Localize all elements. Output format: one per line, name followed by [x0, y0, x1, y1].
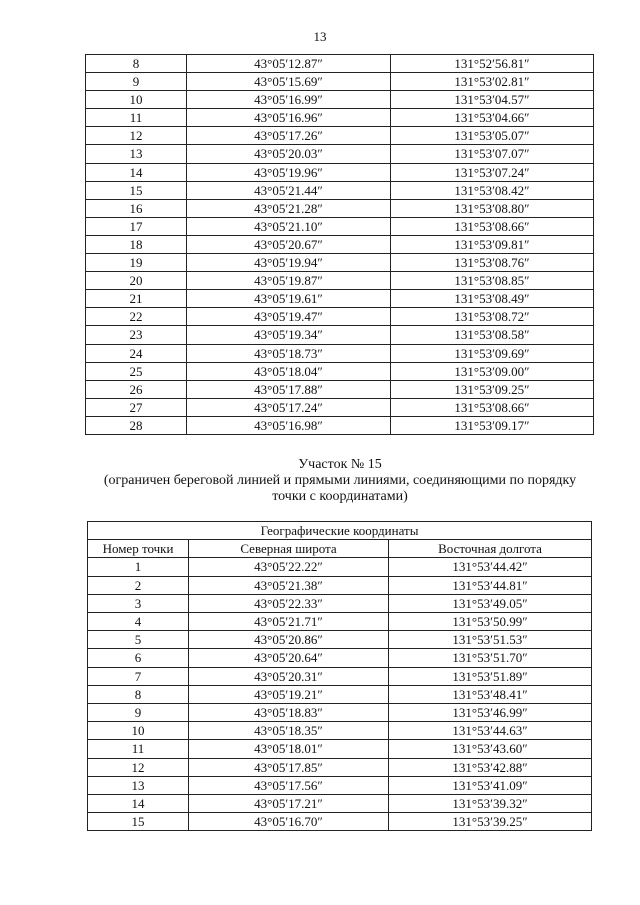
latitude-cell: 43°05′16.98″ — [187, 416, 391, 434]
table-row — [86, 326, 594, 344]
table-row — [86, 290, 594, 308]
point-number-cell: 4 — [88, 613, 189, 631]
longitude-cell: 131°53′08.76″ — [391, 254, 594, 272]
table-row — [86, 73, 594, 91]
longitude-cell: 131°53′51.89″ — [389, 667, 592, 685]
latitude-cell: 43°05′17.56″ — [189, 776, 389, 794]
longitude-cell: 131°53′50.99″ — [389, 613, 592, 631]
longitude-cell: 131°53′04.57″ — [391, 91, 594, 109]
table-row — [86, 163, 594, 181]
point-number-cell: 13 — [86, 145, 187, 163]
longitude-cell: 131°53′51.70″ — [389, 649, 592, 667]
longitude-cell: 131°53′07.24″ — [391, 163, 594, 181]
plot-15-table-body — [88, 558, 592, 831]
longitude-cell: 131°52′56.81″ — [391, 55, 594, 73]
longitude-cell: 131°53′09.00″ — [391, 362, 594, 380]
point-number-cell: 11 — [86, 109, 187, 127]
latitude-cell: 43°05′20.31″ — [189, 667, 389, 685]
latitude-cell: 43°05′15.69″ — [187, 73, 391, 91]
latitude-cell: 43°05′19.94″ — [187, 254, 391, 272]
latitude-cell: 43°05′16.99″ — [187, 91, 391, 109]
longitude-cell: 131°53′39.25″ — [389, 813, 592, 831]
latitude-cell: 43°05′17.88″ — [187, 380, 391, 398]
table-row — [86, 398, 594, 416]
point-number-cell: 12 — [88, 758, 189, 776]
latitude-cell: 43°05′21.28″ — [187, 199, 391, 217]
table-row — [88, 576, 592, 594]
table-row — [88, 649, 592, 667]
group-header: Географические координаты — [88, 522, 592, 540]
longitude-cell: 131°53′08.58″ — [391, 326, 594, 344]
latitude-cell: 43°05′17.26″ — [187, 127, 391, 145]
table-row — [88, 558, 592, 576]
longitude-cell: 131°53′05.07″ — [391, 127, 594, 145]
longitude-cell: 131°53′39.32″ — [389, 795, 592, 813]
table-row — [86, 416, 594, 434]
table-row — [88, 813, 592, 831]
point-number-cell: 2 — [88, 576, 189, 594]
longitude-cell: 131°53′08.42″ — [391, 181, 594, 199]
table-row — [88, 704, 592, 722]
table-row — [86, 199, 594, 217]
point-number-cell: 8 — [86, 55, 187, 73]
latitude-cell: 43°05′17.24″ — [187, 398, 391, 416]
table-row — [86, 181, 594, 199]
latitude-cell: 43°05′20.67″ — [187, 235, 391, 253]
point-number-cell: 10 — [88, 722, 189, 740]
latitude-cell: 43°05′20.03″ — [187, 145, 391, 163]
point-number-cell: 23 — [86, 326, 187, 344]
longitude-cell: 131°53′44.81″ — [389, 576, 592, 594]
page-number: 13 — [313, 29, 327, 44]
table-row — [86, 254, 594, 272]
coordinates-table-body — [86, 55, 594, 435]
longitude-cell: 131°53′51.53″ — [389, 631, 592, 649]
table-row — [88, 795, 592, 813]
table-row — [86, 217, 594, 235]
column-header-row — [88, 540, 592, 558]
plot-15-coordinates-table — [87, 521, 592, 831]
latitude-cell: 43°05′19.47″ — [187, 308, 391, 326]
table-row — [88, 667, 592, 685]
group-header-row — [88, 522, 592, 540]
point-number-cell: 12 — [86, 127, 187, 145]
point-number-cell: 16 — [86, 199, 187, 217]
longitude-cell: 131°53′41.09″ — [389, 776, 592, 794]
longitude-cell: 131°53′08.85″ — [391, 272, 594, 290]
longitude-cell: 131°53′46.99″ — [389, 704, 592, 722]
point-number-cell: 18 — [86, 235, 187, 253]
point-number-cell: 7 — [88, 667, 189, 685]
point-number-cell: 24 — [86, 344, 187, 362]
latitude-cell: 43°05′19.96″ — [187, 163, 391, 181]
table-row — [86, 344, 594, 362]
point-number-cell: 25 — [86, 362, 187, 380]
column-header-north-latitude: Северная широта — [189, 540, 389, 558]
longitude-cell: 131°53′07.07″ — [391, 145, 594, 163]
latitude-cell: 43°05′18.01″ — [189, 740, 389, 758]
point-number-cell: 3 — [88, 594, 189, 612]
point-number-cell: 21 — [86, 290, 187, 308]
longitude-cell: 131°53′08.66″ — [391, 398, 594, 416]
latitude-cell: 43°05′22.22″ — [189, 558, 389, 576]
latitude-cell: 43°05′18.73″ — [187, 344, 391, 362]
table-row — [86, 91, 594, 109]
latitude-cell: 43°05′12.87″ — [187, 55, 391, 73]
point-number-cell: 28 — [86, 416, 187, 434]
longitude-cell: 131°53′04.66″ — [391, 109, 594, 127]
point-number-cell: 10 — [86, 91, 187, 109]
point-number-cell: 9 — [88, 704, 189, 722]
latitude-cell: 43°05′17.21″ — [189, 795, 389, 813]
point-number-cell: 11 — [88, 740, 189, 758]
plot-description-line-1: (ограничен береговой линией и прямыми линиями, соединяющими по порядку — [103, 473, 577, 488]
table-row — [86, 308, 594, 326]
table-row — [86, 127, 594, 145]
longitude-cell: 131°53′09.25″ — [391, 380, 594, 398]
point-number-cell: 14 — [86, 163, 187, 181]
table-row — [88, 758, 592, 776]
table-row — [88, 740, 592, 758]
table-row — [86, 272, 594, 290]
latitude-cell: 43°05′22.33″ — [189, 594, 389, 612]
table-row — [86, 235, 594, 253]
point-number-cell: 15 — [86, 181, 187, 199]
latitude-cell: 43°05′19.87″ — [187, 272, 391, 290]
point-number-cell: 13 — [88, 776, 189, 794]
point-number-cell: 27 — [86, 398, 187, 416]
latitude-cell: 43°05′21.10″ — [187, 217, 391, 235]
point-number-cell: 22 — [86, 308, 187, 326]
point-number-cell: 6 — [88, 649, 189, 667]
table-row — [86, 109, 594, 127]
longitude-cell: 131°53′49.05″ — [389, 594, 592, 612]
point-number-cell: 5 — [88, 631, 189, 649]
table-row — [86, 145, 594, 163]
table-row — [86, 362, 594, 380]
point-number-cell: 14 — [88, 795, 189, 813]
point-number-cell: 19 — [86, 254, 187, 272]
longitude-cell: 131°53′43.60″ — [389, 740, 592, 758]
latitude-cell: 43°05′21.44″ — [187, 181, 391, 199]
point-number-cell: 15 — [88, 813, 189, 831]
latitude-cell: 43°05′17.85″ — [189, 758, 389, 776]
latitude-cell: 43°05′18.83″ — [189, 704, 389, 722]
point-number-cell: 17 — [86, 217, 187, 235]
latitude-cell: 43°05′19.21″ — [189, 685, 389, 703]
latitude-cell: 43°05′18.35″ — [189, 722, 389, 740]
latitude-cell: 43°05′20.86″ — [189, 631, 389, 649]
longitude-cell: 131°53′42.88″ — [389, 758, 592, 776]
column-header-point-number: Номер точки — [88, 540, 189, 558]
table-row — [88, 613, 592, 631]
latitude-cell: 43°05′20.64″ — [189, 649, 389, 667]
longitude-cell: 131°53′09.81″ — [391, 235, 594, 253]
plot-title: Участок № 15 — [298, 457, 382, 472]
point-number-cell: 9 — [86, 73, 187, 91]
longitude-cell: 131°53′08.72″ — [391, 308, 594, 326]
latitude-cell: 43°05′21.71″ — [189, 613, 389, 631]
plot-description-line-2: точки с координатами) — [272, 489, 408, 504]
table-row — [86, 380, 594, 398]
longitude-cell: 131°53′09.17″ — [391, 416, 594, 434]
table-row — [88, 685, 592, 703]
longitude-cell: 131°53′09.69″ — [391, 344, 594, 362]
longitude-cell: 131°53′02.81″ — [391, 73, 594, 91]
latitude-cell: 43°05′19.61″ — [187, 290, 391, 308]
longitude-cell: 131°53′44.42″ — [389, 558, 592, 576]
point-number-cell: 20 — [86, 272, 187, 290]
table-row — [88, 594, 592, 612]
latitude-cell: 43°05′18.04″ — [187, 362, 391, 380]
longitude-cell: 131°53′44.63″ — [389, 722, 592, 740]
latitude-cell: 43°05′19.34″ — [187, 326, 391, 344]
point-number-cell: 8 — [88, 685, 189, 703]
table-row — [86, 55, 594, 73]
longitude-cell: 131°53′08.66″ — [391, 217, 594, 235]
table-row — [88, 631, 592, 649]
longitude-cell: 131°53′08.49″ — [391, 290, 594, 308]
table-row — [88, 722, 592, 740]
column-header-east-longitude: Восточная долгота — [389, 540, 592, 558]
table-row — [88, 776, 592, 794]
longitude-cell: 131°53′08.80″ — [391, 199, 594, 217]
point-number-cell: 26 — [86, 380, 187, 398]
point-number-cell: 1 — [88, 558, 189, 576]
latitude-cell: 43°05′16.70″ — [189, 813, 389, 831]
latitude-cell: 43°05′21.38″ — [189, 576, 389, 594]
longitude-cell: 131°53′48.41″ — [389, 685, 592, 703]
coordinates-table-continued — [85, 54, 594, 435]
latitude-cell: 43°05′16.96″ — [187, 109, 391, 127]
